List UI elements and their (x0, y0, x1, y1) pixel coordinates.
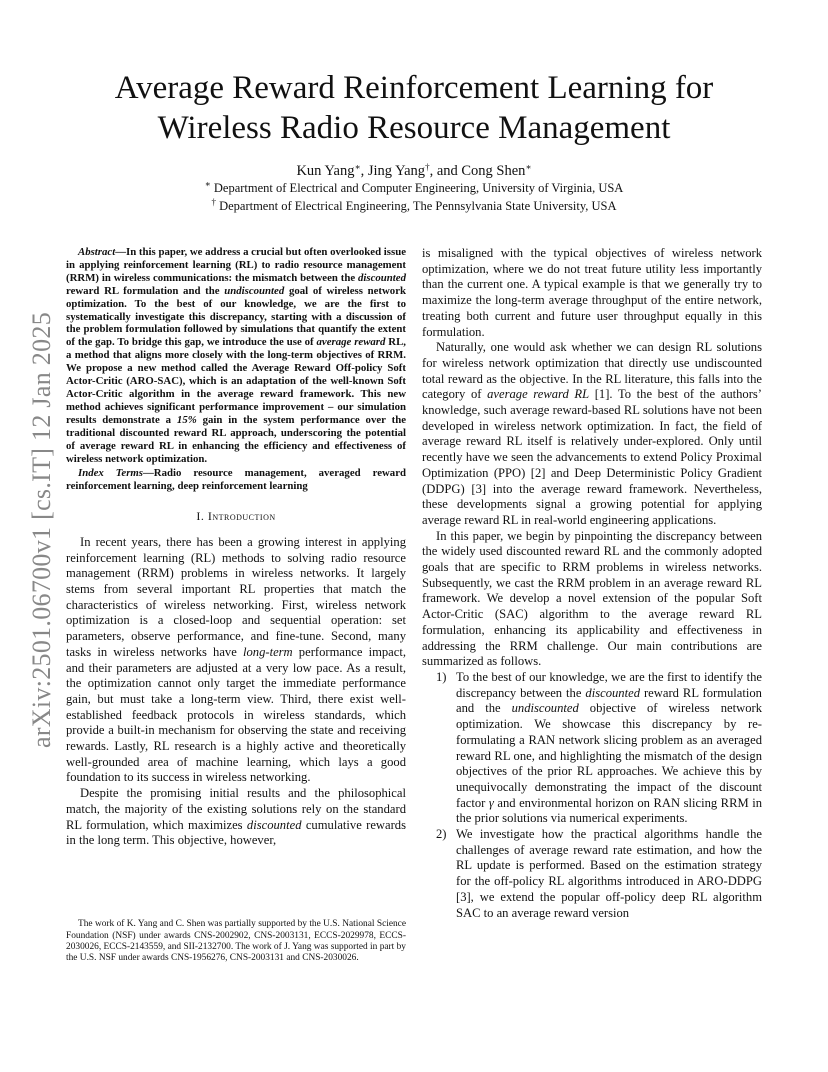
abstract-em-3: average reward (316, 336, 386, 349)
abstract-text-4: RL, a method that aligns more closely with the long-term objectives of RRM. We propose a new method called the Average Reward Off-policy Soft Actor-Critic (ARO-SAC), which is an adaptation of the well-known Soft Actor-Critic algorithm in the average reward framework. This new method achieves significant performance improvement – our simulation results demonstrate a (66, 336, 407, 426)
intro-p1-text-a: In recent years, there has been a growing interest in applying reinforcement learning (RL) methods to solving radio resource management (RRM) problems in wireless networks. It largely stems from several important RL properties that match the characteristics of wireless networking. First, wireless network optimization is a closed-loop and sequential operation: set parameters, observe performance, and fine-tune. Second, many tasks in wireless networks have (66, 534, 406, 659)
list-item (436, 827, 762, 921)
intro-paragraph-1 (66, 535, 406, 786)
author-2: , Jing Yang (360, 163, 426, 179)
list-item-number: 1) (436, 669, 447, 684)
title-line-1: Average Reward Reinforcement Learning for (114, 70, 714, 106)
li1-em-1: discounted (585, 685, 640, 700)
index-terms-lead: Index Terms (78, 467, 143, 480)
author-1-mark: ∗ (354, 162, 361, 172)
funding-footnote: The work of K. Yang and C. Shen was partially supported by the U.S. National Science Foundation (NSF) under awards CNS-2002902, CNS-2003131, ECCS-2029978, ECCS-2030026, ECCS-2143559, and SII-2132700. The work of J. Yang was supported in part by the U.S. NSF under awards CNS-1956276, CNS-2003131 and CNS-2030026. (66, 919, 406, 964)
right-paragraph-0: is misaligned with the typical objectives of wireless network optimization, where we do not treat future utility less importantly than the current one. A typical example is that we generally try to maximize the long-term average throughput of the entire network, treating both current and future user throughput equally in this formulation. (422, 246, 762, 339)
intro-p2-em: discounted (246, 817, 302, 832)
intro-p1-em: long-term (242, 644, 293, 659)
abstract-text-2: reward RL formulation and the (66, 284, 225, 297)
li1-gamma: γ (488, 795, 494, 810)
right-paragraph-2: In this paper, we begin by pinpointing the discrepancy between the widely used discounted reward RL and the commonly adopted goals that are specific to RRM problems in wireless networks. Subsequently, we cast the RRM problem in an average reward RL framework. We develop a novel extension of the popular Soft Actor-Critic (SAC) algorithm to the average reward RL formulation, enhancing its applicability and effectiveness in addressing the RRM challenge. Our main contributions are summarized as follows. (422, 528, 762, 669)
right-column (422, 246, 762, 921)
author-2-mark: † (425, 162, 430, 172)
left-column (66, 246, 406, 849)
author-list (60, 163, 768, 180)
li1-text-d: and environmental horizon on RAN slicing RRM in the prior solutions via numerical experiments. (456, 795, 762, 826)
intro-p2-text-b: cumulative rewards in the long term. This objective, however, (66, 817, 406, 848)
li1-text-c: objective of wireless network optimization. We showcase this discrepancy by re-formulating a RAN network slicing problem as an averaged reward RL one, and highlighting the mismatch of the design objectives of the prior RL approaches. We achieve this by unequivocally demonstrating the impact of the discount factor (456, 701, 762, 810)
intro-p2-text-a: Despite the promising initial results and the philosophical match, the majority of the existing solutions rely on the standard RL formulation, which maximizes (66, 786, 406, 832)
author-1: Kun Yang (296, 163, 355, 179)
index-terms (66, 467, 406, 493)
author-3: , and Cong Shen (429, 163, 526, 179)
abstract-em-1: discounted (358, 271, 406, 284)
right-p1-text-a: Naturally, one would ask whether we can design RL solutions for wireless network optimization that directly use undiscounted total reward as the objective. In the RL literature, this falls into the category of (422, 340, 762, 402)
abstract-em-2: undiscounted (224, 284, 285, 297)
intro-p1-text-b: performance impact, and their parameters are adjusted at a very low pace. As a result, the optimization cannot only target the immediate performance gain, but must take a long-term view. Third, there exist well-established feedback protocols in wireless standards, which provide a built-in mechanism for observing the state and receiving rewards. Lastly, RL research is a highly active and theoretically well-grounded area of machine learning, which lays a good foundation to its success in wireless networking. (66, 644, 407, 785)
title-line-2: Wireless Radio Resource Management (157, 110, 671, 146)
right-p1-em: average reward RL (487, 387, 590, 402)
list-item-number: 2) (436, 827, 447, 842)
abstract (66, 246, 406, 465)
section-heading-introduction: I. Introduction (196, 509, 276, 524)
contributions-list (436, 670, 762, 921)
author-3-mark: ∗ (525, 162, 532, 172)
affiliation-1 (60, 181, 768, 196)
affiliation-2-mark: † (211, 197, 216, 207)
abstract-text-5: gain in the system performance over the traditional discounted reward RL approach, underscoring the potential of average reward RL in enhancing the efficiency and effectiveness of wireless network optimization. (66, 413, 406, 465)
li1-em-2: undiscounted (511, 701, 579, 716)
intro-paragraph-2 (66, 786, 406, 849)
abstract-em-4: 15% (176, 413, 197, 426)
affiliation-1-mark: ∗ (204, 179, 211, 189)
arxiv-id-text: arXiv:2501.06700v1 [cs.IT] 12 Jan 2025 (27, 312, 56, 748)
li1-text-b: reward RL formulation and the (456, 685, 762, 716)
li2-text: We investigate how the practical algorithms handle the challenges of average reward rate estimation, and how the RL update is performed. Based on the estimation strategy for the off-policy RL algorithms introduced in ARO-DDPG [3], we extend the popular off-policy deep RL algorithm SAC to an average reward version (456, 827, 762, 920)
list-item (436, 670, 762, 827)
abstract-lead: Abstract (78, 246, 116, 258)
affiliation-2-text: Department of Electrical Engineering, The Pennsylvania State University, USA (215, 199, 617, 213)
li1-text-a: To the best of our knowledge, we are the first to identify the discrepancy between the (456, 669, 762, 700)
paper-title (60, 68, 768, 148)
index-terms-text: —Radio resource management, averaged reward reinforcement learning, deep reinforcement learning (66, 467, 406, 493)
abstract-text-3: goal of wireless network optimization. To the best of our knowledge, we are the first to systematically investigate this discrepancy, starting with a discussion of the problem formulation followed by simulations that quantify the extent of the gap. To bridge this gap, we introduce the use of (66, 284, 406, 349)
affiliation-2 (60, 199, 768, 214)
right-paragraph-1 (422, 340, 762, 528)
right-p1-text-b: [1]. To the best of the authors’ knowledge, such average reward-based RL solutions have not been developed in wireless network optimization. In fact, the field of average reward RL itself is relatively under-explored. Only until recently have we seen the advancements to extend Policy Proximal Optimization (PPO) [2] and Deep Deterministic Policy Gradient (DDPG) [3] into the average reward framework. Nevertheless, these developments signal a growing potential for applying average reward RL in real-world engineering applications. (422, 387, 762, 527)
arxiv-identifier (22, 300, 62, 760)
abstract-text-1: —In this paper, we address a crucial but often overlooked issue in applying reinforcement learning (RL) to radio resource management (RRM) in wireless communications: the mismatch between the (66, 246, 406, 284)
affiliation-1-text: Department of Electrical and Computer Engineering, University of Virginia, USA (210, 181, 624, 195)
